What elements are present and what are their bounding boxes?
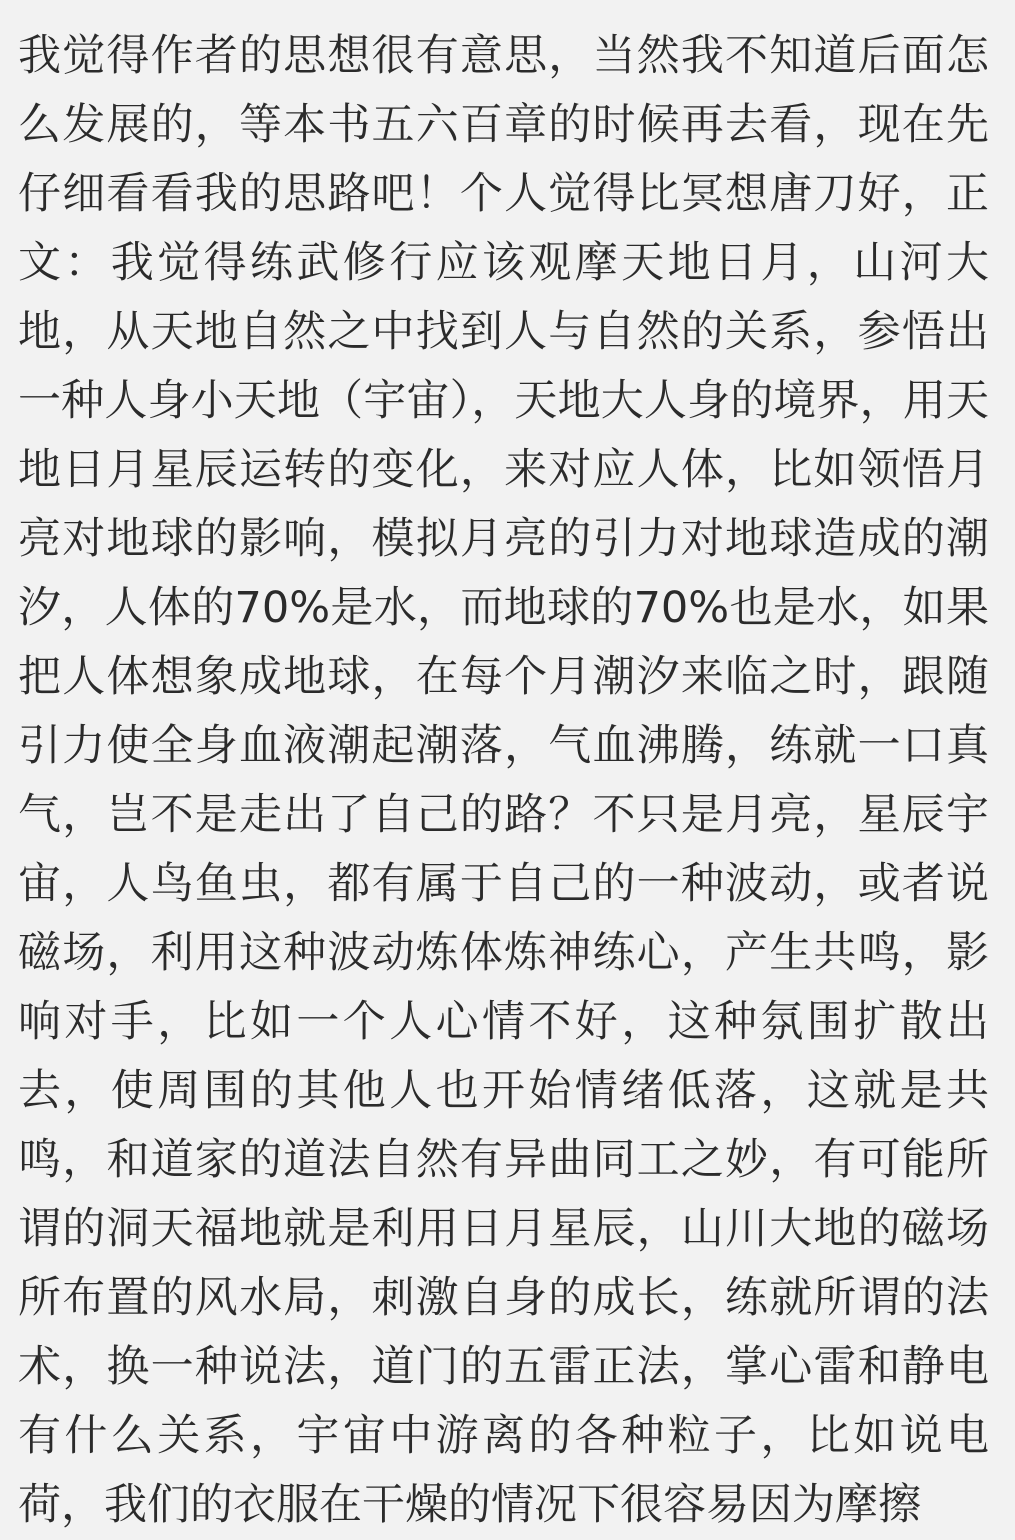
article-body-text: 我觉得作者的思想很有意思，当然我不知道后面怎么发展的，等本书五六百章的时候再去看，现在先仔细看看我的思路吧！个人觉得比冥想唐刀好，正文：我觉得练武修行应该观摩天地日月，山河大地，从天地自然之中找到人与自然的关系，参悟出一种人身小天地（宇宙），天地大人身的境界，用天地日月星辰运转的变化，来对应人体，比如领悟月亮对地球的影响，模拟月亮的引力对地球造成的潮汐，人体的70%是水，而地球的70%也是水，如果把人体想象成地球，在每个月潮汐来临之时，跟随引力使全身血液潮起潮落，气血沸腾，练就一口真气，岂不是走出了自己的路？不只是月亮，星辰宇宙，人鸟鱼虫，都有属于自己的一种波动，或者说磁场，利用这种波动炼体炼神练心，产生共鸣，影响对手，比如一个人心情不好，这种氛围扩散出去，使周围的其他人也开始情绪低落，这就是共鸣，和道家的道法自然有异曲同工之妙，有可能所谓的洞天福地就是利用日月星辰，山川大地的磁场所布置的风水局，刺激自身的成长，练就所谓的法术，换一种说法，道门的五雷正法，掌心雷和静电有什么关系，宇宙中游离的各种粒子，比如说电荷，我们的衣服在干燥的情况下很容易因为摩擦: [18, 31, 989, 1530]
